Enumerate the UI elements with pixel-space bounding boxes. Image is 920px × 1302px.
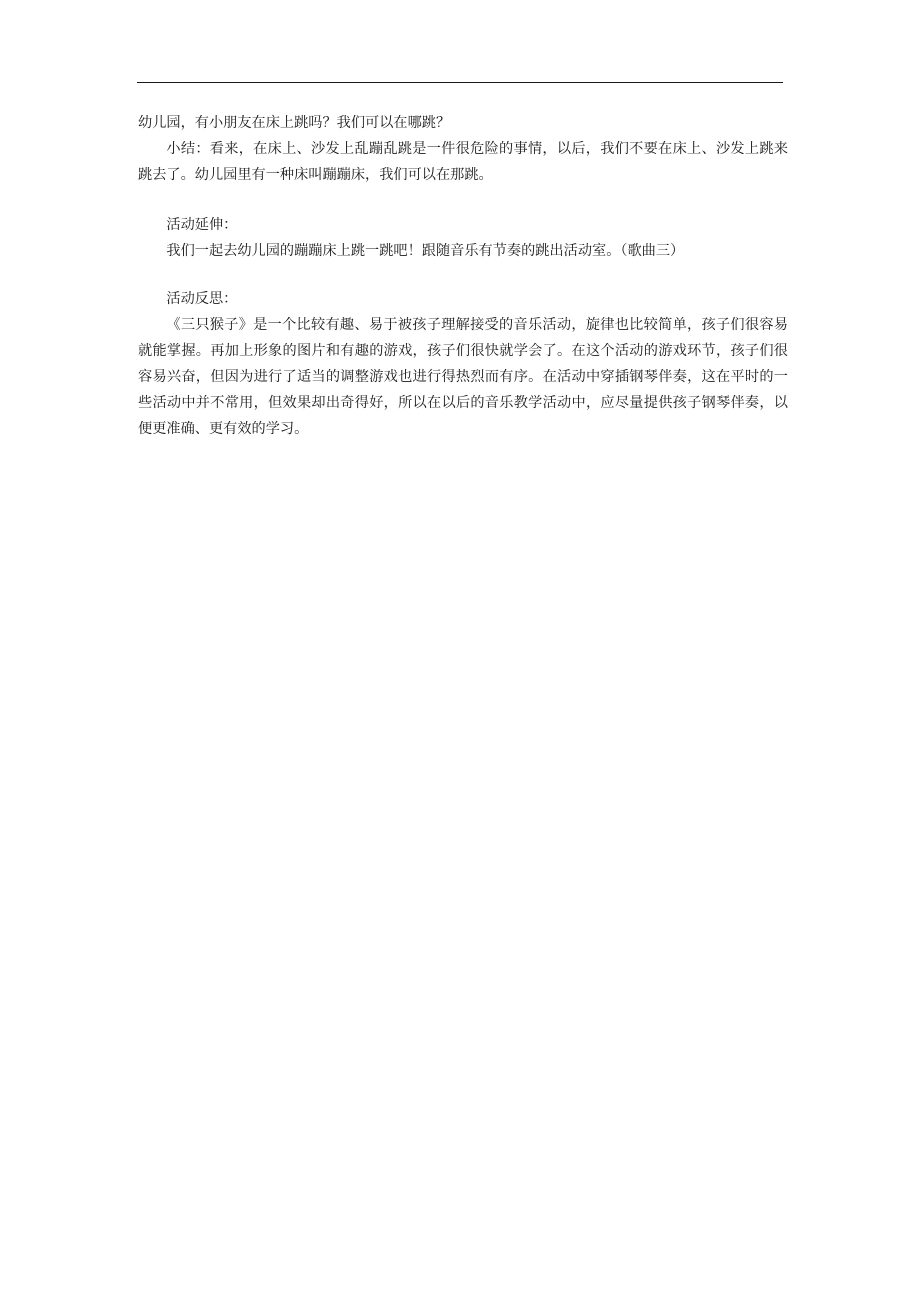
paragraph-gap	[138, 264, 788, 286]
paragraph-reflection: 《三只猴子》是一个比较有趣、易于被孩子理解接受的音乐活动，旋律也比较简单，孩子们很容易就能掌握。再加上形象的图片和有趣的游戏，孩子们很快就学会了。在这个活动的游戏环节，孩子们很容易兴奋，但因为进行了适当的调整游戏也进行得热烈而有序。在活动中穿插钢琴伴奏，这在平时的一些活动中并不常用，但效果却出奇得好，所以在以后的音乐教学活动中，应尽量提供孩子钢琴伴奏，以便更准确、更有效的学习。	[138, 317, 788, 437]
section-heading-extension: 活动延伸：	[166, 217, 238, 233]
document-body	[138, 110, 788, 442]
section-heading-reflection: 活动反思：	[166, 291, 238, 307]
paragraph-question: 幼儿园，有小朋友在床上跳吗？我们可以在哪跳？	[138, 115, 451, 131]
header-rule	[137, 82, 783, 83]
paragraph-gap	[138, 188, 788, 212]
paragraph-summary: 小结：看来，在床上、沙发上乱蹦乱跳是一件很危险的事情，以后，我们不要在床上、沙发上跳来跳去了。幼儿园里有一种床叫蹦蹦床，我们可以在那跳。	[138, 141, 788, 183]
paragraph-extension: 我们一起去幼儿园的蹦蹦床上跳一跳吧！跟随音乐有节奏的跳出活动室。（歌曲三）	[166, 243, 685, 259]
